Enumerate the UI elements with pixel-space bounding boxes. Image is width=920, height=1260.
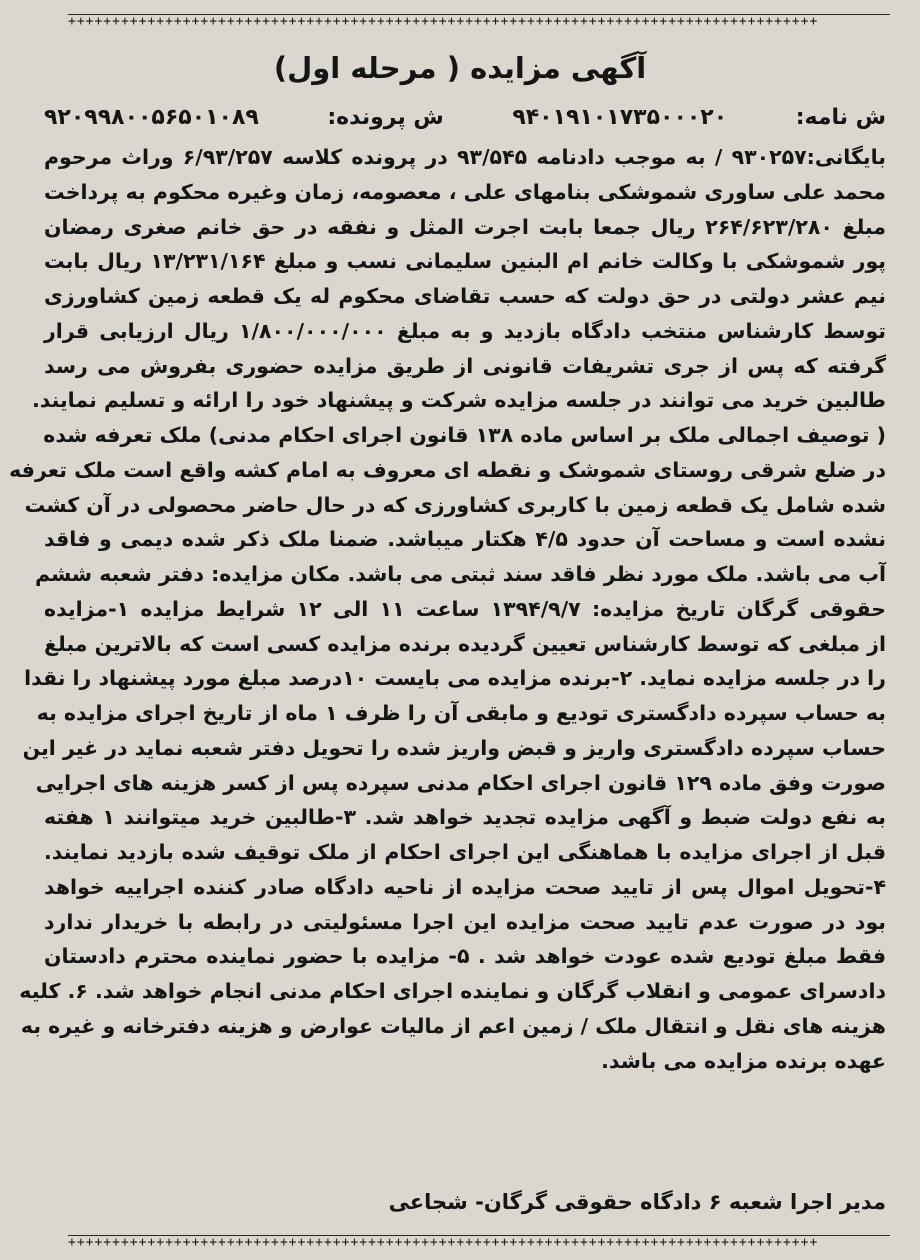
- body-line: از مبلغی که توسط کارشناس تعیین گردیده برنده مزایده کسی است که بالاترین مبلغ: [44, 631, 886, 656]
- body-line: بایگانی:۹۳۰۲۵۷ / به موجب دادنامه ۹۳/۵۴۵ در پرونده کلاسه ۶/۹۳/۲۵۷ وراث مرحوم: [44, 145, 886, 169]
- body-line: فقط مبلغ تودیع شده عودت خواهد شد . ۵- مزایده با حضور نماینده محترم دادستان: [44, 944, 887, 969]
- body-line: عهده برنده مزایده می باشد.: [601, 1048, 886, 1073]
- signature-line: مدیر اجرا شعبه ۶ دادگاه حقوقی گرگان- شجاعی: [388, 1190, 886, 1214]
- notice-body: [9, 140, 887, 1078]
- bottom-border-rule: +++++++++++++++++++++++++++++++++++++++++++++++++++++++++++++++++++++++++++++++++++++: [68, 1235, 890, 1250]
- body-line: ۴-تحویل اموال پس از تایید صحت مزایده از ناحیه دادگاه صادر کننده اجراییه خواهد: [44, 874, 886, 899]
- body-line: صورت وفق ماده ۱۲۹ قانون اجرای احکام مدنی سپرده پس از کسر هزینه های اجرایی: [35, 770, 886, 795]
- body-line: هزینه های نقل و انتقال ملک / زمین اعم از مالیات عوارض و هزینه دفترخانه و غیره به: [20, 1013, 886, 1038]
- case-number: ۹۲۰۹۹۸۰۰۵۶۵۰۱۰۸۹: [44, 105, 259, 130]
- body-line: آب می باشد. ملک مورد نظر فاقد سند ثبتی می باشد. مکان مزایده: دفتر شعبه ششم: [35, 562, 886, 586]
- body-line: حقوقی گرگان تاریخ مزایده: ۱۳۹۴/۹/۷ ساعت ۱۱ الی ۱۲ شرایط مزایده ۱-مزایده: [44, 596, 886, 621]
- letter-number: ۹۴۰۱۹۱۰۱۷۳۵۰۰۰۲۰: [512, 105, 728, 130]
- case-number-label: ش پرونده:: [327, 105, 444, 130]
- body-line: محمد علی ساوری شموشکی بنامهای علی ، معصومه، زمان وغیره محکوم به پرداخت: [44, 179, 886, 204]
- body-line: حساب سپرده دادگستری واریز و قبض واریز شده را تحویل دفتر شعبه نماید در غیر این: [22, 735, 886, 760]
- reference-line: [44, 98, 886, 138]
- body-line: دادسرای عمومی و انقلاب گرگان و نماینده اجرای احکام مدنی انجام خواهد شد. ۶. کلیه: [19, 979, 886, 1003]
- body-line: را در جلسه مزایده نماید. ۲-برنده مزایده می بایست ۱۰درصد مبلغ مورد پیشنهاد را نقدا: [24, 666, 886, 691]
- body-line: به حساب سپرده دادگستری تودیع و مابقی آن را ظرف ۱ ماه از تاریخ اجرای مزایده به: [36, 701, 886, 725]
- body-line: شده شامل یک قطعه زمین با کاربری کشاورزی که در حال حاضر محصولی در آن کشت: [24, 492, 886, 517]
- body-line: مبلغ ۲۶۴/۶۲۳/۲۸۰ ریال جمعا بابت اجرت المثل و نفقه در حق خانم صغری رمضان: [44, 214, 886, 239]
- notice-title: آگهی مزایده ( مرحله اول): [273, 51, 647, 85]
- letter-number-label: ش نامه:: [795, 105, 886, 130]
- body-line: بود در صورت عدم تایید صحت مزایده این اجرا مسئولیتی در رابطه با خریدار ندارد: [44, 909, 886, 934]
- body-line: به نفع دولت ضبط و آگهی مزایده تجدید خواهد شد. ۳-طالبین خرید میتوانند ۱ هفته: [44, 805, 886, 830]
- body-line: توسط کارشناس منتخب دادگاه بازدید و به مبلغ ۱/۸۰۰/۰۰۰/۰۰۰ ریال ارزیابی قرار: [44, 318, 886, 343]
- top-border-rule: +++++++++++++++++++++++++++++++++++++++++++++++++++++++++++++++++++++++++++++++++++++: [68, 14, 890, 29]
- body-line: ( توصیف اجمالی ملک بر اساس ماده ۱۳۸ قانون اجرای احکام مدنی) ملک تعرفه شده: [43, 423, 886, 447]
- body-line: نیم عشر دولتی در حق دولت که حسب تقاضای محکوم له یک قطعه زمین کشاورزی: [44, 284, 886, 308]
- body-line: پور شموشکی با وکالت خانم ام البنین سلیمانی نسب و مبلغ ۱۳/۲۳۱/۱۶۴ ریال بابت: [44, 249, 886, 274]
- body-line: طالبین خرید می توانند در جلسه مزایده شرکت و پیشنهاد خود را ارائه و تسلیم نمایند.: [31, 388, 886, 413]
- body-line: نشده است و مساحت آن حدود ۴/۵ هکتار میباشد. ضمنا ملک ذکر شده دیمی و فاقد: [44, 527, 886, 552]
- body-line: در ضلع شرقی روستای شموشک و نقطه ای معروف به امام کشه واقع است ملک تعرفه: [9, 457, 886, 482]
- body-line: گرفته که پس از جری تشریفات قانونی از طریق مزایده حضوری بفروش می رسد: [44, 353, 886, 378]
- body-line: قبل از اجرای مزایده با هماهنگی این اجرای احکام از ملک توقیف شده بازدید نمایند.: [44, 840, 886, 864]
